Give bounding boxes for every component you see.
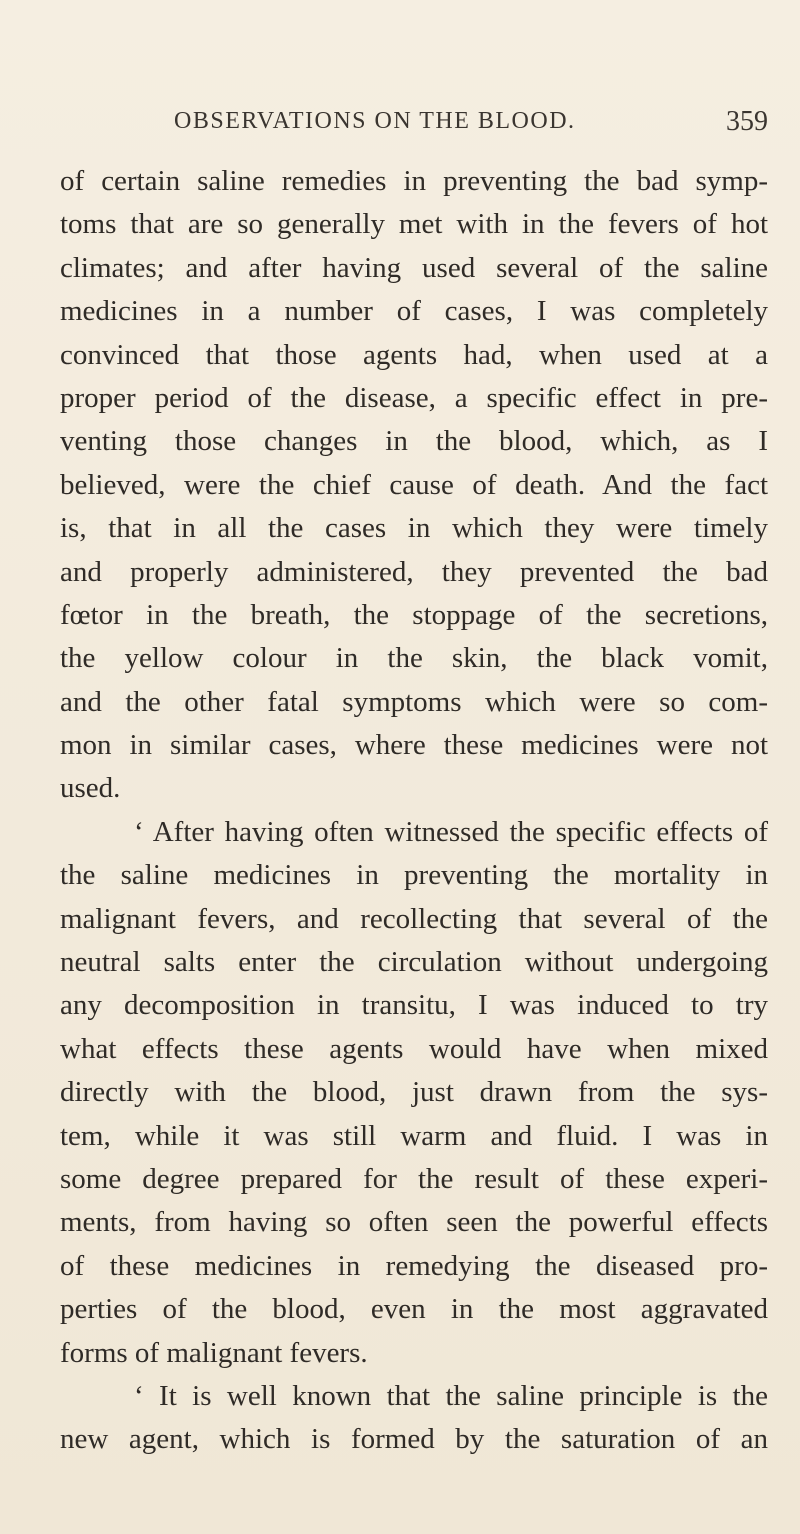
text-line: convinced that those agents had, when used at a	[60, 338, 768, 371]
text-line: of these medicines in remedying the diseased pro-	[60, 1249, 768, 1282]
text-line: the yellow colour in the skin, the black vomit,	[60, 642, 768, 675]
text-line: and properly administered, they prevented the bad	[60, 555, 768, 588]
text-line: ments, from having so often seen the powerful effects	[60, 1206, 768, 1239]
text-line: the saline medicines in preventing the mortality in	[60, 859, 768, 892]
text-line: any decomposition in transitu, I was induced to try	[60, 989, 768, 1022]
text-line: fœtor in the breath, the stoppage of the secretions,	[60, 598, 768, 631]
text-line: neutral salts enter the circulation without undergoing	[60, 946, 768, 979]
text-line: toms that are so generally met with in the fevers of hot	[60, 208, 768, 241]
text-line: and the other fatal symptoms which were so com-	[60, 685, 768, 718]
text-line: is, that in all the cases in which they were timely	[60, 512, 768, 545]
text-line: mon in similar cases, where these medicines were not	[60, 729, 768, 762]
page-number: 359	[726, 106, 768, 137]
text-line: believed, were the chief cause of death. And the fact	[60, 468, 768, 501]
paragraph-first-line: ‘ It is well known that the saline principle is the	[134, 1379, 768, 1412]
text-line: new agent, which is formed by the saturation of an	[60, 1423, 768, 1456]
text-line: forms of malignant fevers.	[60, 1336, 368, 1369]
text-line: medicines in a number of cases, I was completely	[60, 295, 768, 328]
paragraph-first-line: ‘ After having often witnessed the specific effects of	[134, 815, 768, 848]
text-line: venting those changes in the blood, which, as I	[60, 425, 768, 458]
text-line: used.	[60, 772, 121, 805]
text-line: proper period of the disease, a specific effect in pre-	[60, 381, 768, 414]
body-text	[60, 160, 768, 1462]
text-line: directly with the blood, just drawn from the sys-	[60, 1076, 768, 1109]
text-line: tem, while it was still warm and fluid. I was in	[60, 1119, 768, 1152]
text-line: malignant fevers, and recollecting that several of the	[60, 902, 768, 935]
running-title: OBSERVATIONS ON THE BLOOD.	[174, 108, 576, 134]
text-line: climates; and after having used several of the saline	[60, 251, 768, 284]
running-header	[60, 108, 768, 142]
text-line: of certain saline remedies in preventing the bad symp-	[60, 165, 768, 197]
text-line: some degree prepared for the result of these experi-	[60, 1162, 768, 1195]
text-line: what effects these agents would have when mixed	[60, 1032, 768, 1065]
text-line: perties of the blood, even in the most aggravated	[60, 1293, 768, 1326]
